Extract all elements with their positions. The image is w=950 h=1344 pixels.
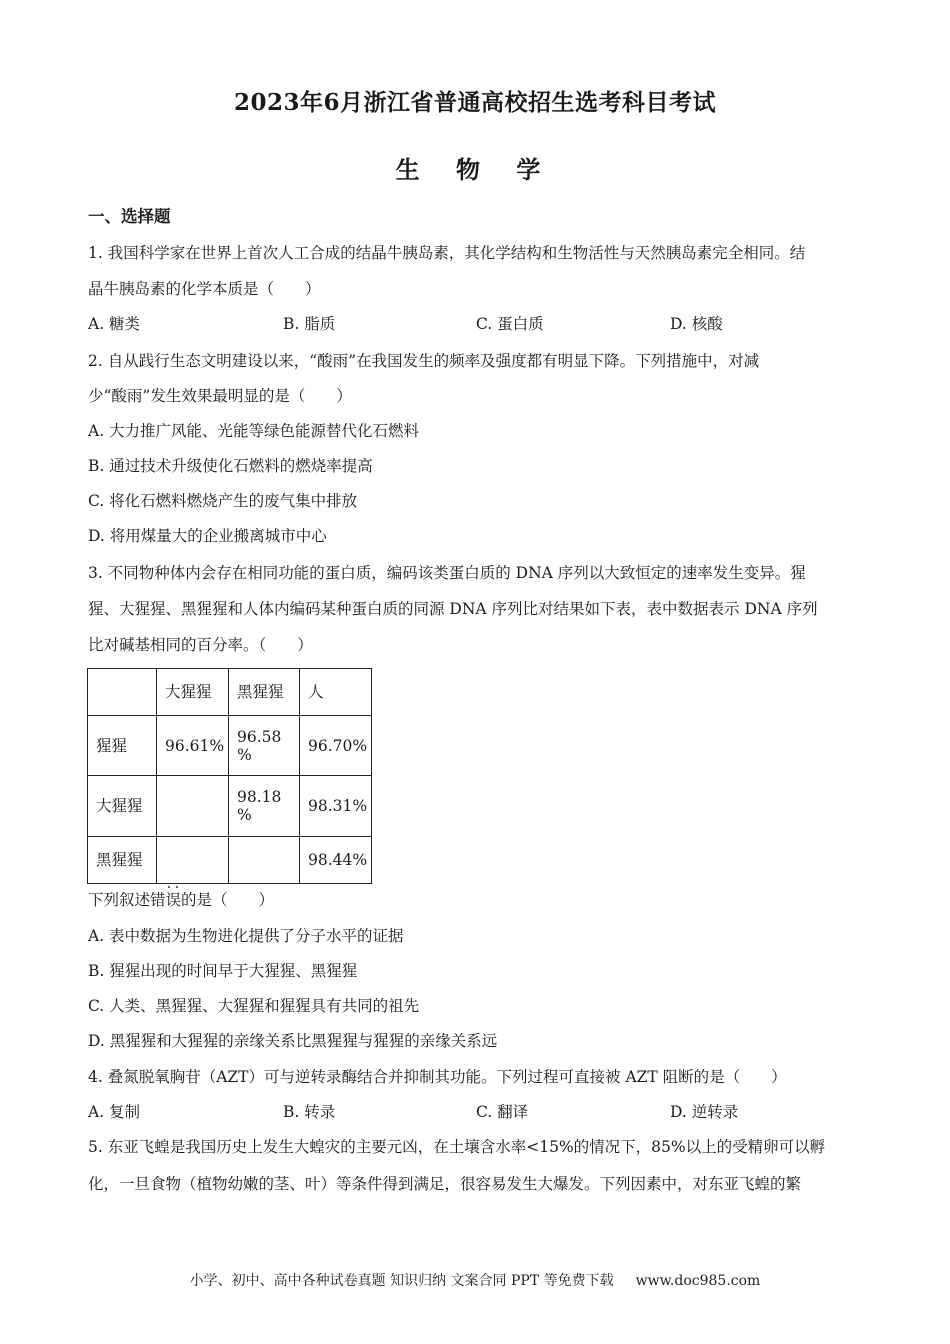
table-row-label: 猩猩 bbox=[88, 716, 157, 776]
table-cell: 96.58 % bbox=[229, 716, 300, 776]
table-cell bbox=[157, 837, 229, 884]
q3-stem-line1: 3. 不同物种体内会存在相同功能的蛋白质，编码该类蛋白质的 DNA 序列以大致恒定的速率发生变异。猩 bbox=[88, 564, 806, 582]
exam-title: 2023年6月浙江省普通高校招生选考科目考试 bbox=[233, 89, 717, 116]
q1-stem-line1: 1. 我国科学家在世界上首次人工合成的结晶牛胰岛素，其化学结构和生物活性与天然胰岛素完全相同。结 bbox=[88, 244, 806, 262]
q1-option-d: D. 核酸 bbox=[670, 315, 723, 333]
footer-url[interactable]: www.doc985.com bbox=[635, 1273, 761, 1289]
q4-option-c: C. 翻译 bbox=[476, 1103, 529, 1121]
q2-option-a: A. 大力推广风能、光能等绿色能源替代化石燃料 bbox=[88, 422, 420, 440]
table-row bbox=[88, 776, 372, 837]
q4-option-b: B. 转录 bbox=[283, 1103, 336, 1121]
q1-option-b: B. 脂质 bbox=[283, 315, 336, 333]
q1-option-a: A. 糖类 bbox=[88, 315, 141, 333]
table-cell: 96.70% bbox=[300, 716, 372, 776]
q3-option-d: D. 黑猩猩和大猩猩的亲缘关系比黑猩猩与猩猩的亲缘关系远 bbox=[88, 1032, 498, 1050]
q2-option-d: D. 将用煤量大的企业搬离城市中心 bbox=[88, 527, 327, 545]
table-cell: 96.61% bbox=[157, 716, 229, 776]
q2-stem-line2: 少“酸雨”发生效果最明显的是（ ） bbox=[88, 387, 352, 405]
table-cell bbox=[157, 776, 229, 837]
table-cell: 98.31% bbox=[300, 776, 372, 837]
table-header-cell: 大猩猩 bbox=[157, 669, 229, 716]
q1-option-c: C. 蛋白质 bbox=[476, 315, 544, 333]
dna-comparison-table bbox=[87, 668, 372, 884]
table-cell bbox=[229, 837, 300, 884]
q4-option-a: A. 复制 bbox=[88, 1103, 141, 1121]
q3-option-a: A. 表中数据为生物进化提供了分子水平的证据 bbox=[88, 927, 404, 945]
q1-stem-line2: 晶牛胰岛素的化学本质是（ ） bbox=[88, 280, 321, 298]
table-row-label: 黑猩猩 bbox=[88, 837, 157, 884]
q3-option-b: B. 猩猩出现的时间早于大猩猩、黑猩猩 bbox=[88, 962, 358, 980]
q5-stem-line2: 化，一旦食物（植物幼嫩的茎、叶）等条件得到满足，很容易发生大爆发。下列因素中，对东亚飞蝗的繁 bbox=[88, 1175, 802, 1193]
table-row bbox=[88, 716, 372, 776]
subject-title: 生 物 学 bbox=[395, 155, 555, 184]
q4-stem: 4. 叠氮脱氧胸苷（AZT）可与逆转录酶结合并抑制其功能。下列过程可直接被 AZT 阻断的是（ ） bbox=[88, 1068, 787, 1086]
table-row-label: 大猩猩 bbox=[88, 776, 157, 837]
table-row bbox=[88, 837, 372, 884]
q3-stem-line3: 比对碱基相同的百分率。（ ） bbox=[88, 636, 313, 654]
footer-text: 小学、初中、高中各种试卷真题 知识归纳 文案合同 PPT 等免费下载 bbox=[189, 1273, 614, 1289]
table-cell: 98.18 % bbox=[229, 776, 300, 837]
q5-stem-line1: 5. 东亚飞蝗是我国历史上发生大蝗灾的主要元凶，在土壤含水率<15%的情况下，85%以上的受精卵可以孵 bbox=[88, 1138, 826, 1156]
scan-dot bbox=[176, 886, 178, 888]
table-cell: 98.44% bbox=[300, 837, 372, 884]
q2-option-b: B. 通过技术升级使化石燃料的燃烧率提高 bbox=[88, 457, 373, 475]
table-header-cell: 人 bbox=[300, 669, 372, 716]
table-header-cell bbox=[88, 669, 157, 716]
page-footer bbox=[0, 1270, 950, 1290]
q2-option-c: C. 将化石燃料燃烧产生的废气集中排放 bbox=[88, 492, 358, 510]
q3-stem-line2: 猩、大猩猩、黑猩猩和人体内编码某种蛋白质的同源 DNA 序列比对结果如下表，表中数据表示 DNA 序列 bbox=[88, 600, 818, 618]
section-heading: 一、选择题 bbox=[88, 207, 171, 226]
q3-stem2: 下列叙述错误的是（ ） bbox=[88, 891, 275, 909]
q3-option-c: C. 人类、黑猩猩、大猩猩和猩猩具有共同的祖先 bbox=[88, 997, 420, 1015]
q4-option-d: D. 逆转录 bbox=[670, 1103, 739, 1121]
q2-stem-line1: 2. 自从践行生态文明建设以来，“酸雨”在我国发生的频率及强度都有明显下降。下列措施中，对减 bbox=[88, 352, 760, 370]
table-header-row bbox=[88, 669, 372, 716]
scan-dot bbox=[168, 886, 170, 888]
table-header-cell: 黑猩猩 bbox=[229, 669, 300, 716]
